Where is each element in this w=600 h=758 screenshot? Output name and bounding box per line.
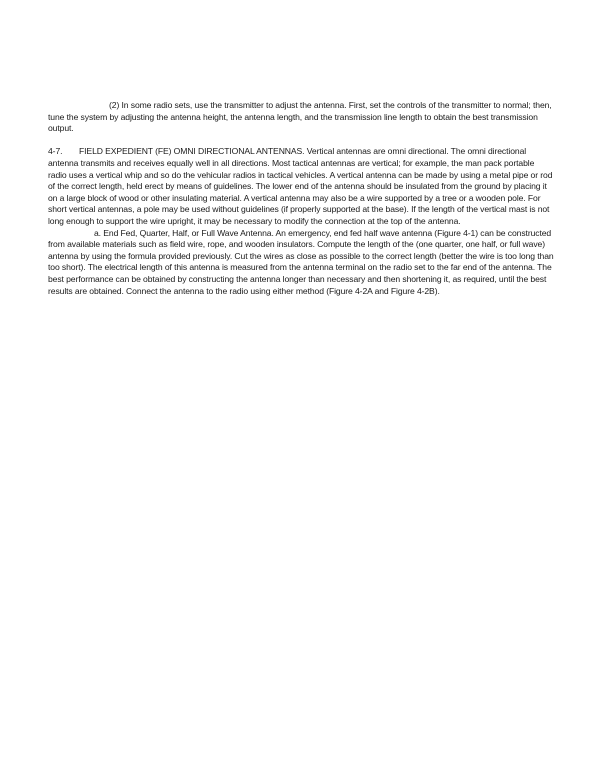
subsection-a: a. End Fed, Quarter, Half, or Full Wave Antenna. An emergency, end fed half wave antenna (Figure 4-1) can be constructed from available materials such as field wire, rope, and wooden insulators. Compute the length of the (one quarter, one half, or full wave) antenna by using the formula provided previously. Cut the wires as close as possible to the correct length (better the wire is too long than too short). The electrical length of this antenna is measured from the antenna terminal on the radio set to the far end of the antenna. The best performance can be obtained by constructing the antenna longer than necessary and then shortening it, as required, until the best results are obtained. Connect the antenna to the radio using either method (Figure 4-2A and Figure 4-2B).: [48, 227, 554, 296]
paragraph-2: (2) In some radio sets, use the transmitter to adjust the antenna. First, set the controls of the transmitter to normal; then, tune the system by adjusting the antenna height, the antenna length, and the transmission line length to obtain the best transmission output.: [48, 100, 552, 134]
section-4-7: [48, 146, 554, 227]
section-body: FIELD EXPEDIENT (FE) OMNI DIRECTIONAL ANTENNAS. Vertical antennas are omni directional. The omni directional antenna transmits and receives equally well in all directions. Most tactical antennas are vertical; for example, the man pack portable radio uses a vertical whip and so do the vehicular radios in tactical vehicles. A vertical antenna can be made by using a metal pipe or rod of the correct length, held erect by means of guidelines. The lower end of the antenna should be insulated from the ground by placing it on a large block of wood or other insulating material. A vertical antenna may also be a wire supported by a tree or a wooden pole. For short vertical antennas, a pole may be used without guidelines (if properly supported at the base). If the length of the vertical mast is not long enough to support the wire upright, it may be necessary to modify the connection at the top of the antenna.: [48, 146, 553, 226]
document-body: [48, 100, 554, 297]
section-number: 4-7.: [48, 146, 63, 157]
paragraph-spacer: [48, 135, 554, 147]
